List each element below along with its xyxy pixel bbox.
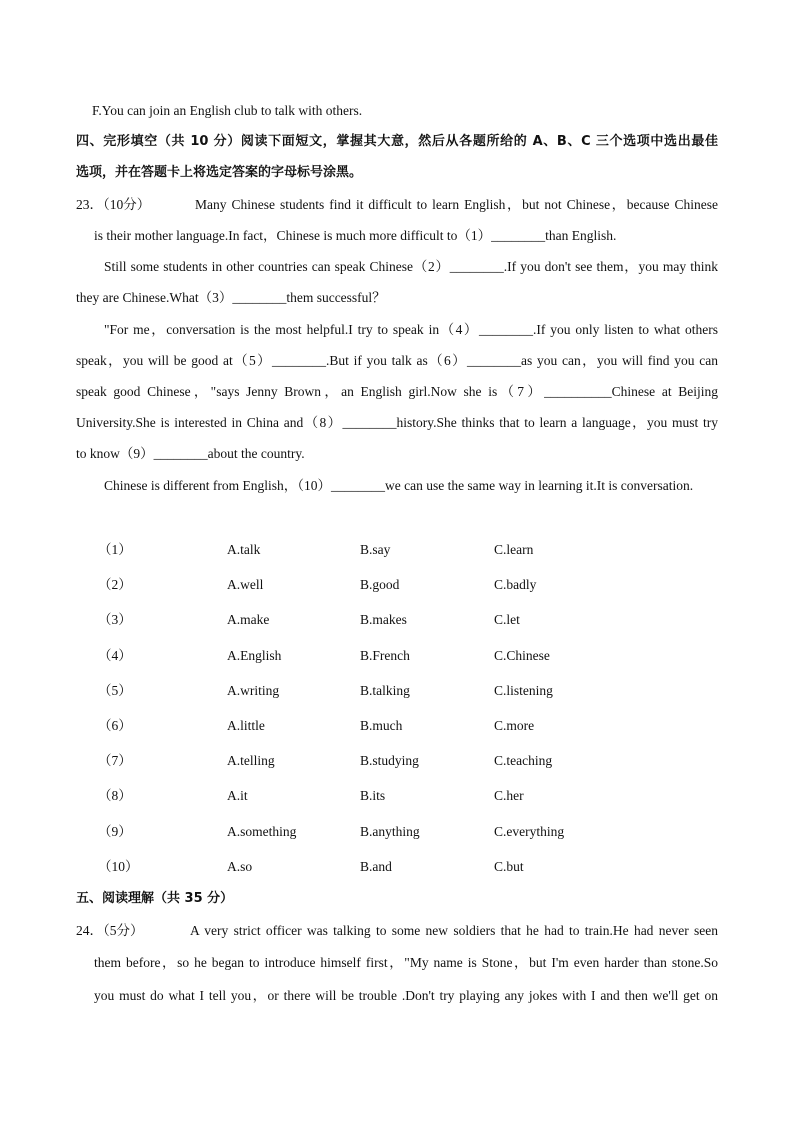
option-c: C.her (494, 788, 524, 803)
option-b: B.talking (360, 683, 410, 698)
question-23-line-9: to know（9）________about the country. (76, 446, 305, 461)
option-c: C.teaching (494, 753, 553, 768)
option-number: （9） (98, 824, 132, 839)
option-b: B.and (360, 859, 392, 874)
option-f-text: F.You can join an English club to talk with others. (92, 103, 363, 118)
option-b: B.its (360, 788, 386, 803)
question-23-line-5: "For me，conversation is the most helpful.I try to speak in（4）________.If you only listen to what others (104, 322, 718, 337)
option-c: C.badly (494, 577, 537, 592)
option-number: （7） (98, 753, 132, 768)
option-a: A.well (227, 577, 264, 592)
option-b: B.anything (360, 824, 420, 839)
option-a: A.little (227, 718, 265, 733)
question-23-line-6: speak，you will be good at（5）________.But if you talk as（6）________as you can，you will find you can (76, 353, 718, 368)
question-23-line-4: they are Chinese.What（3）________them successful？ (76, 290, 386, 305)
section-4-instruction-line-1: 四、完形填空（共 10 分）阅读下面短文，掌握其大意，然后从各题所给的 A、B、C 三个选项中选出最佳 (76, 134, 718, 149)
option-number: （6） (98, 718, 132, 733)
option-a: A.talk (227, 542, 261, 557)
section-4-instruction-line-2: 选项，并在答题卡上将选定答案的字母标号涂黑。 (76, 165, 363, 180)
question-24-number: 24．（5分） (76, 923, 144, 938)
question-23-number: 23．（10分） (76, 197, 151, 212)
option-number: （2） (98, 577, 132, 592)
option-b: B.studying (360, 753, 419, 768)
question-23-line-8: University.She is interested in China and（8）________history.She thinks that to learn a language，you must try (76, 415, 718, 430)
option-c: C.but (494, 859, 524, 874)
option-c: C.everything (494, 824, 565, 839)
option-number: （3） (98, 612, 132, 627)
question-23-line-3: Still some students in other countries can speak Chinese（2）________.If you don't see them，you may think (104, 259, 718, 274)
option-c: C.more (494, 718, 535, 733)
option-c: C.learn (494, 542, 534, 557)
option-c: C.Chinese (494, 648, 550, 663)
option-b: B.say (360, 542, 391, 557)
option-b: B.French (360, 648, 410, 663)
option-b: B.good (360, 577, 400, 592)
option-number: （10） (98, 859, 139, 874)
question-23-line-10: Chinese is different from English，（10）________we can use the same way in learning it.It is conversation. (104, 478, 694, 493)
question-24-line-1: A very strict officer was talking to some new soldiers that he had to train.He had never seen (190, 923, 718, 938)
option-a: A.make (227, 612, 270, 627)
option-a: A.something (227, 824, 297, 839)
option-a: A.writing (227, 683, 280, 698)
option-number: （5） (98, 683, 132, 698)
question-23-line-7: speak good Chinese，"says Jenny Brown，an English girl.Now she is（7）__________Chinese at Beijing (76, 384, 718, 399)
option-c: C.listening (494, 683, 553, 698)
question-23-line-1: Many Chinese students find it difficult to learn English，but not Chinese，because Chinese (195, 197, 718, 212)
option-b: B.much (360, 718, 403, 733)
option-a: A.English (227, 648, 282, 663)
option-c: C.let (494, 612, 520, 627)
question-23-line-2: is their mother language.In fact，Chinese is much more difficult to（1）________than English. (94, 228, 617, 243)
question-24-line-3: you must do what I tell you，or there will be trouble .Don't try playing any jokes with I and then we'll get on (94, 988, 718, 1003)
option-a: A.it (227, 788, 248, 803)
option-a: A.so (227, 859, 253, 874)
option-b: B.makes (360, 612, 407, 627)
option-a: A.telling (227, 753, 275, 768)
question-24-line-2: them before，so he began to introduce himself first，"My name is Stone，but I'm even harder than stone.So (94, 955, 718, 970)
option-number: （1） (98, 542, 132, 557)
section-5-title: 五、阅读理解（共 35 分） (76, 891, 234, 906)
option-number: （8） (98, 788, 132, 803)
option-number: （4） (98, 648, 132, 663)
